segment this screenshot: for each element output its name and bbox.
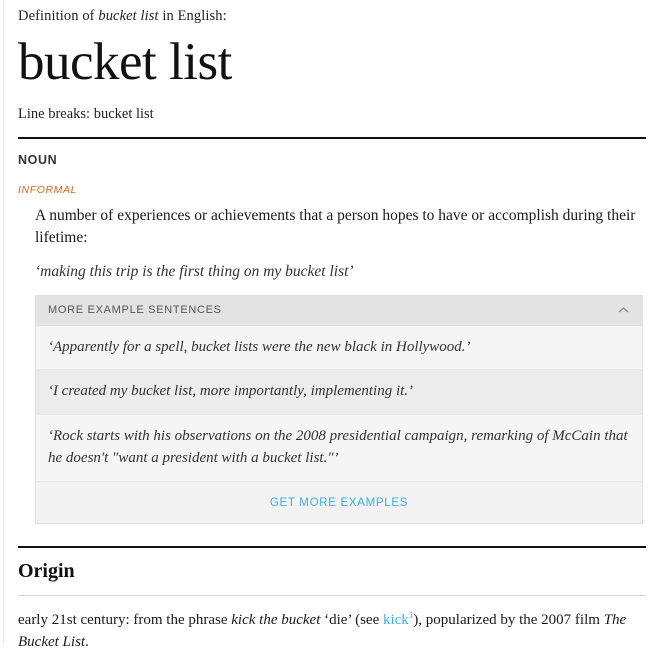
definition-label-prefix: Definition of <box>18 8 95 24</box>
origin-film-title: The Bucket List <box>18 611 627 651</box>
page-left-edge <box>0 0 4 643</box>
page-title: bucket list <box>18 33 232 91</box>
more-examples-panel <box>35 295 643 524</box>
divider-origin-thin <box>18 595 646 596</box>
sense-definition: A number of experiences or achievements that a person hopes to have or accomplish during their lifetime: <box>35 206 636 246</box>
part-of-speech: NOUN <box>18 152 58 167</box>
divider-top <box>18 137 646 139</box>
primary-example: ‘making this trip is the first thing on my bucket list’ <box>35 262 354 280</box>
origin-text-part1: early 21st century: from the phrase <box>18 611 232 628</box>
line-breaks <box>18 106 646 123</box>
sense-block <box>18 205 646 524</box>
divider-origin <box>18 546 646 548</box>
origin-phrase: kick the bucket <box>231 611 321 628</box>
chevron-up-icon[interactable] <box>617 304 630 317</box>
origin-cross-reference-link[interactable]: kick <box>382 611 409 628</box>
register-label: INFORMAL <box>18 183 78 196</box>
origin-text-part3: ), popularized by the 2007 film <box>413 611 604 628</box>
definition-label-term: bucket list <box>98 8 159 24</box>
list-item: ‘Apparently for a spell, bucket lists were the new black in Hollywood.’ <box>36 326 642 371</box>
get-more-examples-link[interactable]: GET MORE EXAMPLES <box>269 496 409 509</box>
origin-text <box>18 609 646 654</box>
origin-heading: Origin <box>18 559 75 582</box>
get-more-examples-row <box>36 482 642 523</box>
more-examples-header-label: MORE EXAMPLE SENTENCES <box>48 304 222 317</box>
origin-text-part2: ‘die’ (see <box>320 611 383 628</box>
origin-text-part4: . <box>85 634 89 651</box>
more-examples-header[interactable] <box>36 296 642 326</box>
line-breaks-value: bucket list <box>93 105 154 122</box>
definition-label <box>18 0 646 25</box>
origin-homograph-number: 1 <box>408 609 414 620</box>
list-item: ‘Rock starts with his observations on the 2008 presidential campaign, remarking of McCain that he doesn't "want a president with a bucket list."’ <box>36 415 642 482</box>
line-breaks-label: Line breaks: <box>18 105 91 122</box>
definition-label-suffix: in English: <box>162 8 227 24</box>
list-item: ‘I created my bucket list, more importantly, implementing it.’ <box>36 370 642 415</box>
